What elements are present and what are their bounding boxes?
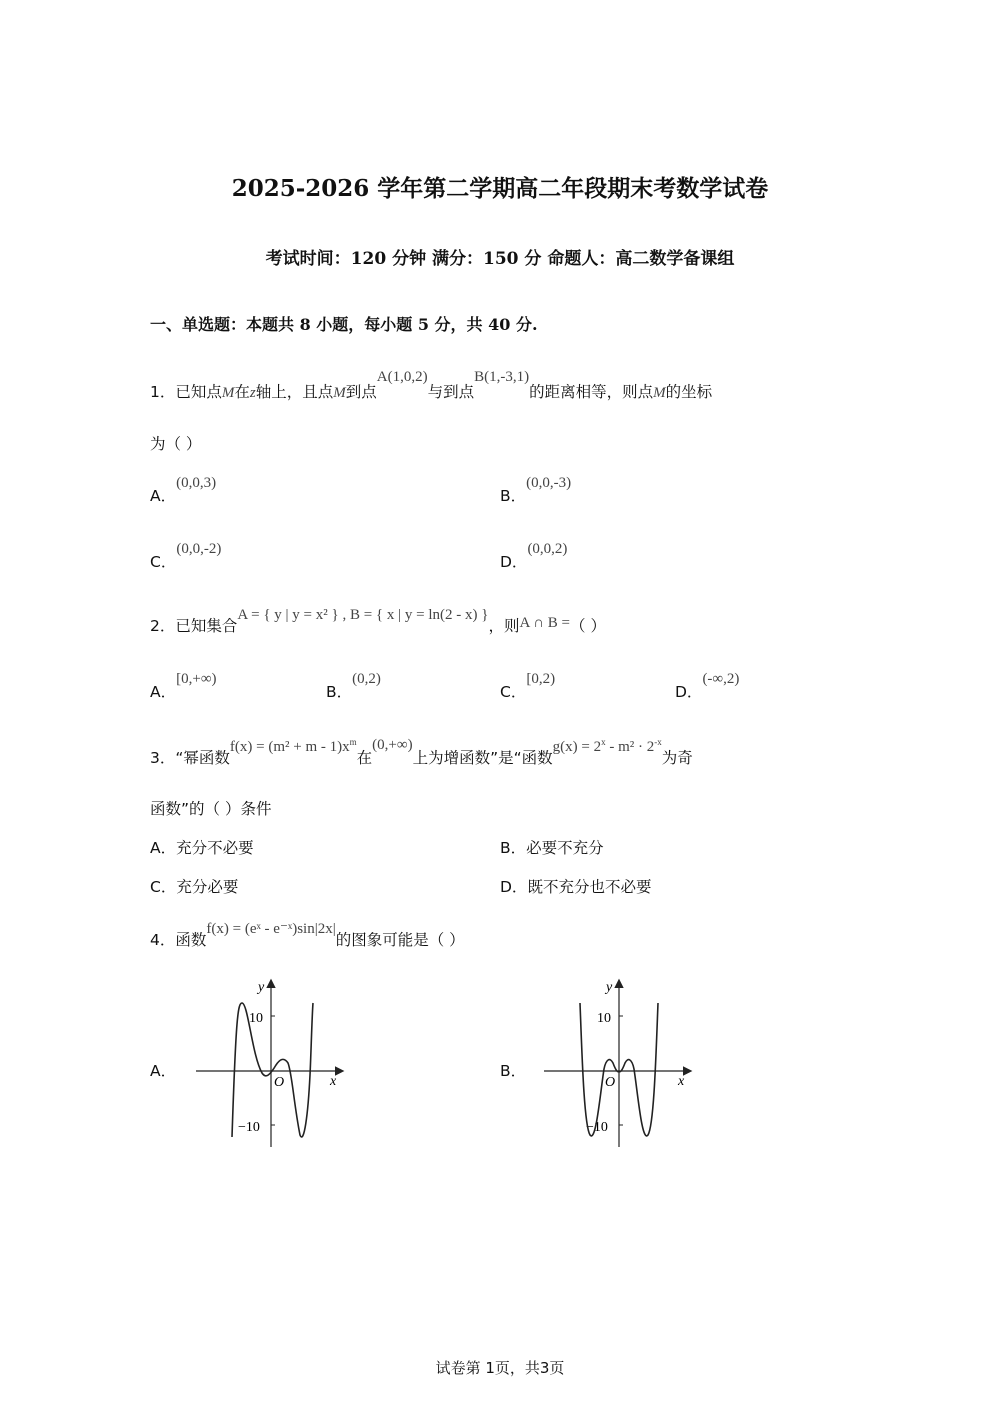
q2-text-3: （ ） — [570, 617, 606, 635]
q4-text-2: 的图象可能是（ ） — [335, 931, 465, 949]
q4-graph-b[interactable] — [540, 975, 700, 1155]
q1-point-m-2: M — [333, 385, 346, 401]
q2-option-a[interactable] — [150, 671, 217, 702]
q1-text-6: 的距离相等，则点 — [529, 383, 654, 401]
option-label: A． — [150, 839, 177, 857]
q1-text-7: 的坐标 — [665, 383, 713, 401]
x-label: x — [678, 1074, 685, 1089]
tick-pos-label: 10 — [249, 1011, 263, 1026]
q2-text-2: ，则 — [488, 617, 520, 635]
tick-pos-label: 10 — [597, 1011, 611, 1026]
q3-g-expression: g(x) = 2 — [552, 739, 602, 755]
q4-text-1: 4．函数 — [150, 931, 207, 949]
section-heading: 一、单选题：本题共 8 小题，每小题 5 分，共 40 分. — [150, 315, 538, 334]
tick-neg-label: −10 — [238, 1120, 260, 1135]
origin-label: O — [274, 1075, 285, 1090]
option-value: (0,0,-2) — [176, 541, 222, 557]
q1-text-2: 在 — [234, 383, 250, 401]
q2-option-d[interactable] — [675, 671, 740, 702]
q4-graph-a[interactable] — [190, 975, 350, 1155]
q3-text-2: 在 — [356, 749, 373, 767]
q2-line1 — [150, 607, 606, 636]
option-value: 充分必要 — [176, 878, 239, 896]
q3-interval: (0,+∞) — [372, 737, 413, 753]
q1-axis-z: z — [249, 385, 256, 401]
q1-option-a[interactable] — [150, 475, 217, 506]
q3-g-exponent-2: -x — [654, 737, 662, 747]
y-label: y — [606, 980, 613, 995]
q4-option-b-label[interactable]: B． — [500, 1062, 527, 1080]
option-value: (0,0,3) — [176, 475, 217, 491]
option-value: 既不充分也不必要 — [527, 878, 652, 896]
option-label: B． — [500, 839, 527, 857]
q4-line1 — [150, 921, 465, 950]
q3-text-4: 为奇 — [661, 749, 693, 767]
option-value: [0,+∞) — [176, 671, 217, 687]
q1-text-5: 与到点 — [427, 383, 475, 401]
q2-option-c[interactable] — [500, 671, 556, 702]
q1-point-m: M — [221, 385, 235, 401]
q2-sets: A = { y | y = x² } , B = { x | y = ln(2 - x) } — [237, 607, 489, 623]
q3-option-d[interactable] — [500, 875, 651, 897]
q2-expression: A ∩ B = — [519, 615, 571, 631]
x-label: x — [330, 1074, 337, 1089]
q3-f-exponent: m — [349, 737, 357, 747]
curve-a — [232, 1003, 313, 1137]
option-value: [0,2) — [526, 671, 556, 687]
option-label: C． — [150, 878, 177, 896]
q3-option-c[interactable] — [150, 875, 238, 897]
q1-line2: 为（ ） — [150, 435, 202, 453]
q1-point-m-3: M — [653, 385, 666, 401]
q1-text-1: 1．已知点 — [150, 383, 222, 401]
q3-option-b[interactable] — [500, 836, 604, 858]
q3-g-middle: - m² · 2 — [605, 739, 655, 755]
q1-text-4: 到点 — [345, 383, 377, 401]
q1-text-3: 轴上，且点 — [255, 383, 334, 401]
q2-text-1: 2．已知集合 — [150, 617, 238, 635]
option-label: D． — [500, 878, 528, 896]
exam-info: 考试时间：120 分钟 满分：150 分 命题人：高二数学备课组 — [265, 249, 735, 269]
q1-point-b: B(1,-3,1) — [474, 369, 530, 385]
option-value: 充分不必要 — [176, 839, 254, 857]
q4-function: f(x) = (eˣ - e⁻ˣ)sin|2x| — [206, 921, 336, 937]
option-label: A． — [150, 683, 177, 701]
q3-line2: 函数”的（ ）条件 — [150, 800, 272, 818]
q1-point-a: A(1,0,2) — [376, 369, 428, 385]
option-value: (0,0,2) — [527, 541, 568, 557]
option-value: (0,2) — [352, 671, 381, 687]
option-label: A． — [150, 487, 177, 505]
q1-option-c[interactable] — [150, 541, 222, 572]
option-label: D． — [500, 553, 528, 571]
q3-line1 — [150, 737, 693, 768]
q3-option-a[interactable] — [150, 836, 254, 858]
q1-option-b[interactable] — [500, 475, 572, 506]
option-value: 必要不充分 — [526, 839, 604, 857]
exam-title: 2025-2026 学年第二学期高二年段期末考数学试卷 — [231, 175, 769, 202]
origin-label: O — [605, 1075, 616, 1090]
q3-text-1: 3．“幂函数 — [150, 749, 230, 767]
option-label: D． — [675, 683, 703, 701]
tick-neg-label: −10 — [586, 1120, 608, 1135]
q1-option-d[interactable] — [500, 541, 568, 572]
option-label: B． — [326, 683, 353, 701]
option-value: (-∞,2) — [702, 671, 740, 687]
option-label: C． — [500, 683, 527, 701]
q1-line1 — [150, 369, 713, 402]
q2-option-b[interactable] — [326, 671, 381, 702]
option-label: B． — [500, 487, 527, 505]
y-label: y — [258, 980, 265, 995]
q3-f-expression: f(x) = (m² + m - 1)x — [229, 739, 350, 755]
option-value: (0,0,-3) — [526, 475, 572, 491]
option-label: C． — [150, 553, 177, 571]
q3-text-3: 上为增函数”是“函数 — [412, 749, 553, 767]
q4-option-a-label[interactable]: A． — [150, 1062, 177, 1080]
page-footer: 试卷第 1页，共3页 — [435, 1359, 565, 1377]
q3-g-exponent-1: x — [601, 737, 606, 747]
